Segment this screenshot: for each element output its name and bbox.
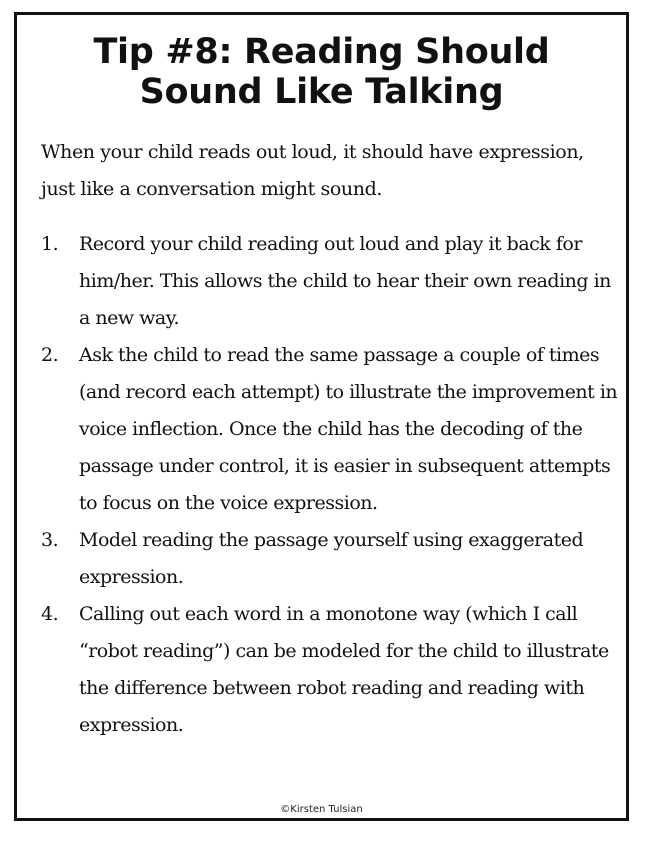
- tips-list: [41, 226, 621, 744]
- list-item-text: Record your child reading out loud and play it back for him/her. This allows the child to hear their own reading in a new way.: [79, 233, 611, 329]
- title-line-1: Tip #8: Reading Should: [93, 32, 550, 72]
- list-item-number: 4.: [41, 603, 59, 625]
- copyright-footer: ©Kirsten Tulsian: [280, 804, 363, 815]
- list-item: [41, 226, 621, 337]
- list-item-number: 3.: [41, 529, 59, 551]
- list-item-text: Calling out each word in a monotone way (which I call “robot reading”) can be modeled for the child to illustrate the difference between robot reading and reading with expression.: [79, 603, 609, 736]
- list-item-number: 2.: [41, 344, 59, 366]
- list-item-text: Ask the child to read the same passage a couple of times (and record each attempt) to illustrate the improvement in voice inflection. Once the child has the decoding of the passage under control, it is easier in subsequent attempts to focus on the voice expression.: [79, 344, 618, 514]
- page-frame: [14, 12, 629, 821]
- list-item-number: 1.: [41, 233, 59, 255]
- list-item: [41, 337, 621, 522]
- list-item-text: Model reading the passage yourself using exaggerated expression.: [79, 529, 584, 588]
- list-item: [41, 522, 621, 596]
- intro-paragraph: When your child reads out loud, it should have expression, just like a conversation might sound.: [41, 141, 584, 200]
- page-title: [17, 32, 626, 112]
- title-line-2: Sound Like Talking: [139, 72, 504, 112]
- list-item: [41, 596, 621, 744]
